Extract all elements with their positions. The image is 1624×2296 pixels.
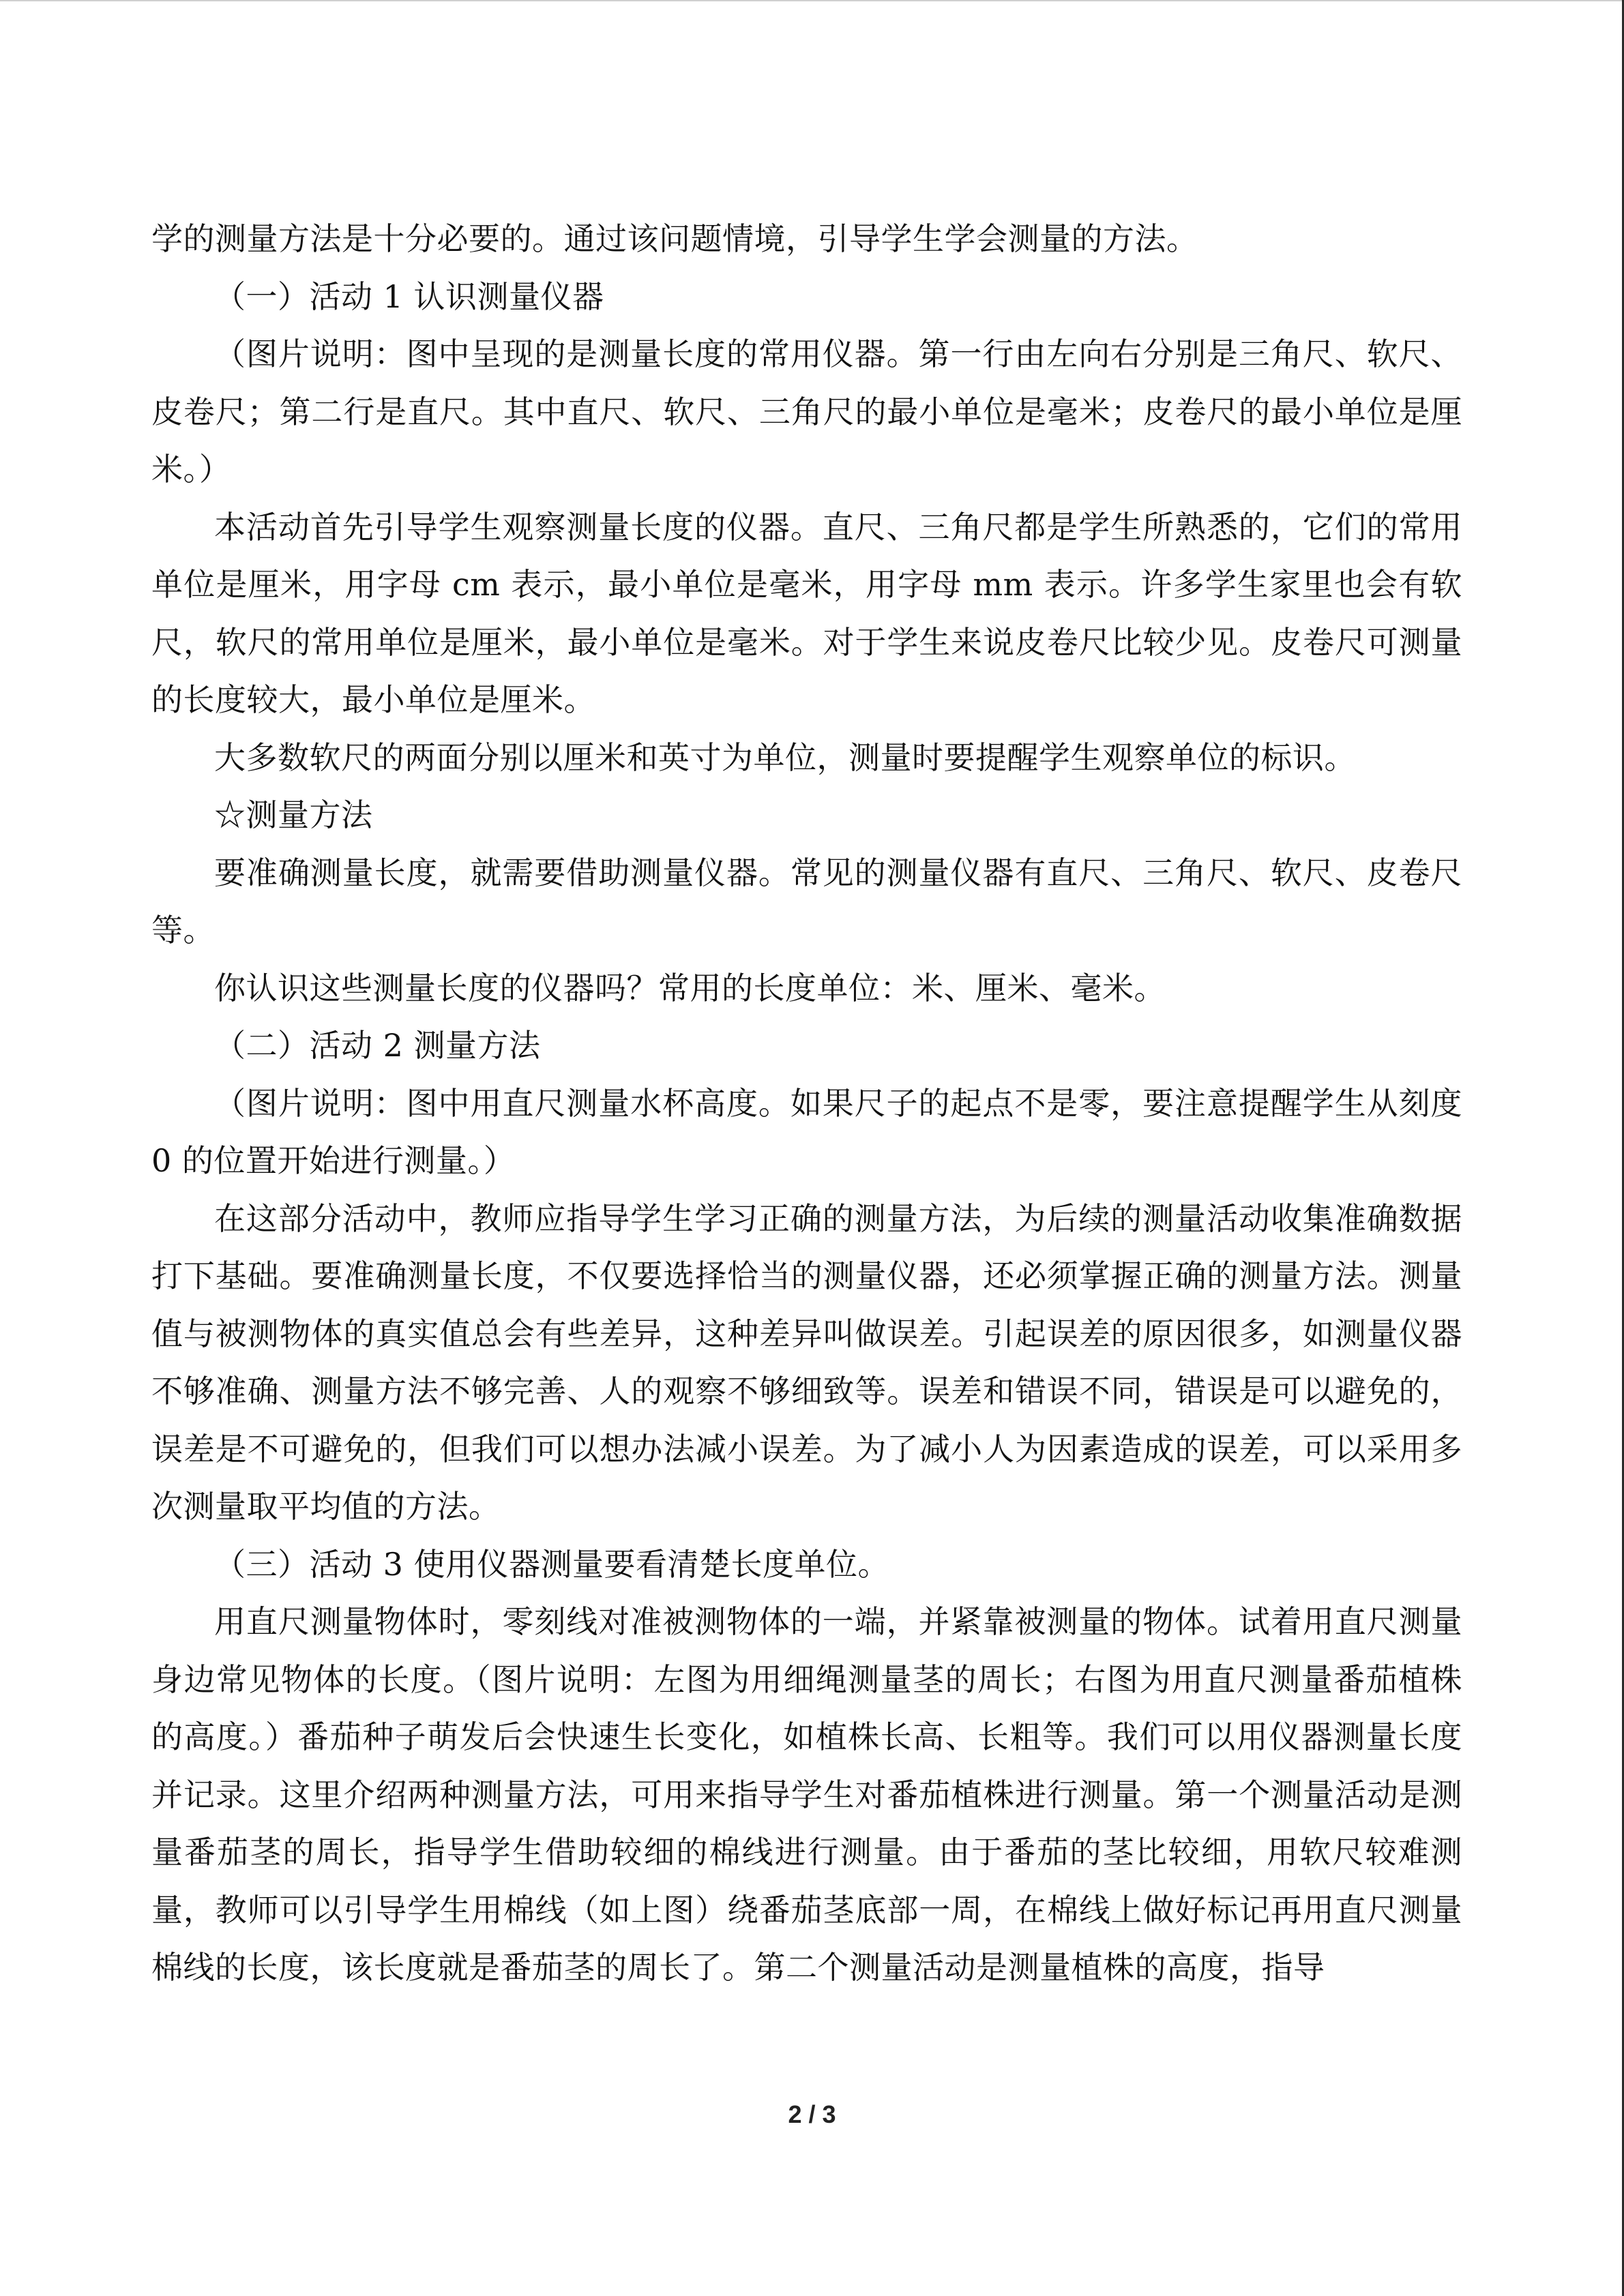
page-top-edge	[0, 0, 1624, 1]
paragraph-continuation: 学的测量方法是十分必要的。通过该问题情境，引导学生学会测量的方法。	[151, 220, 1198, 257]
image-caption-instruments: （图片说明：图中呈现的是测量长度的常用仪器。第一行由左向右分别是三角尺、软尺、皮卷尺；第二行是直尺。其中直尺、软尺、三角尺的最小单位是毫米；皮卷尺的最小单位是厘米。）	[151, 336, 1462, 488]
paragraph-length-units: 你认识这些测量长度的仪器吗？常用的长度单位：米、厘米、毫米。	[214, 969, 1166, 1007]
image-caption-cup: （图片说明：图中用直尺测量水杯高度。如果尺子的起点不是零，要注意提醒学生从刻度 0 的位置开始进行测量。）	[151, 1084, 1462, 1179]
paragraph-error-explanation: 在这部分活动中，教师应指导学生学习正确的测量方法，为后续的测量活动收集准确数据打下基础。要准确测量长度，不仅要选择恰当的测量仪器，还必须掌握正确的测量方法。测量值与被测物体的真实值总会有些差异，这种差异叫做误差。引起误差的原因很多，如测量仪器不够准确、测量方法不够完善、人的观察不够细致等。误差和错误不同，错误是可以避免的，误差是不可避免的，但我们可以想办法减小误差。为了减小人为因素造成的误差，可以采用多次测量取平均值的方法。	[151, 1199, 1462, 1525]
body-text	[151, 210, 1462, 1997]
page-number: 2 / 3	[788, 2100, 836, 2128]
heading-activity-2: （二）活动 2 测量方法	[214, 1027, 541, 1064]
paragraph-observe-instruments: 本活动首先引导学生观察测量长度的仪器。直尺、三角尺都是学生所熟悉的，它们的常用单位是厘米，用字母 cm 表示，最小单位是毫米，用字母 mm 表示。许多学生家里也会有软尺，软尺的常用单位是厘米，最小单位是毫米。对于学生来说皮卷尺比较少见。皮卷尺可测量的长度较大，最小单位是厘米。	[151, 508, 1462, 718]
heading-activity-3: （三）活动 3 使用仪器测量要看清楚长度单位。	[214, 1545, 890, 1583]
heading-measurement-method: ☆测量方法	[214, 796, 373, 833]
paragraph-tape-units: 大多数软尺的两面分别以厘米和英寸为单位，测量时要提醒学生观察单位的标识。	[214, 739, 1356, 776]
heading-activity-1: （一）活动 1 认识测量仪器	[214, 278, 604, 315]
paragraph-accurate-measurement: 要准确测量长度，就需要借助测量仪器。常见的测量仪器有直尺、三角尺、软尺、皮卷尺等。	[151, 854, 1462, 949]
paragraph-tomato-measurement: 用直尺测量物体时，零刻线对准被测物体的一端，并紧靠被测量的物体。试着用直尺测量身边常见物体的长度。（图片说明：左图为用细绳测量茎的周长；右图为用直尺测量番茄植株的高度。）番茄种子萌发后会快速生长变化，如植株长高、长粗等。我们可以用仪器测量长度并记录。这里介绍两种测量方法，可用来指导学生对番茄植株进行测量。第一个测量活动是测量番茄茎的周长，指导学生借助较细的棉线进行测量。由于番茄的茎比较细，用软尺较难测量，教师可以引导学生用棉线（如上图）绕番茄茎底部一周，在棉线上做好标记再用直尺测量棉线的长度，该长度就是番茄茎的周长了。第二个测量活动是测量植株的高度，指导	[151, 1603, 1462, 1986]
